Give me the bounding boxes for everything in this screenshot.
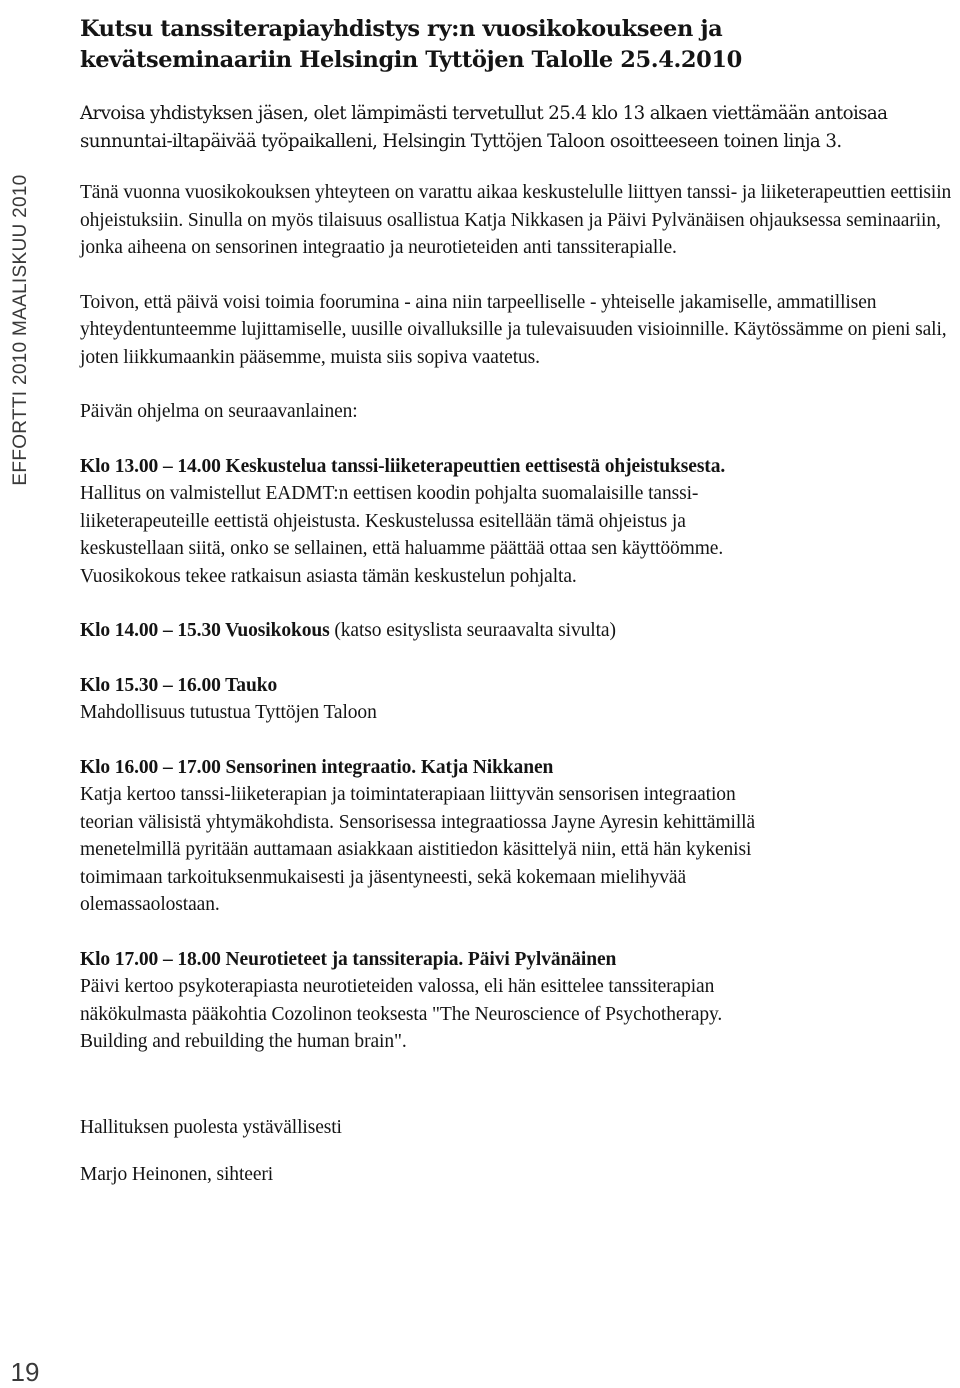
- seminar-paragraph: Tänä vuonna vuosikokouksen yhteyteen on varattu aikaa keskustelulle liittyen tanssi- ja liiketerapeuttien eettisiin ohjeistuksiin. Sinulla on myös tilaisuus osallistua Katja Nikkasen ja Päivi Pylvänäisen ohjauksessa seminaariin, jonka aiheena on sensorinen integraatio ja neurotieteiden anti tanssiterapialle.: [80, 182, 952, 258]
- title-line-1: Kutsu tanssiterapiayhdistys ry:n vuosikokoukseen ja: [80, 16, 723, 42]
- program-item-time-title: Klo 13.00 – 14.00 Keskustelua tanssi-liiketerapeuttien eettisestä ohjeistuksesta.: [80, 455, 726, 477]
- program-item-time-title: Klo 15.30 – 16.00 Tauko: [80, 674, 278, 696]
- program-item-line: teorian välisistä yhtymäkohdista. Sensorisessa integraatiossa Jayne Ayresin kehittämillä: [80, 811, 756, 833]
- program-item-title: [80, 672, 958, 700]
- program-item-line: olemassaolostaan.: [80, 894, 220, 915]
- program-item-line: Hallitus on valmistellut EADMT:n eettisen koodin pohjalta suomalaisille tanssi-: [80, 483, 699, 504]
- program-item-time-title: Klo 14.00 – 15.30 Vuosikokous: [80, 620, 330, 641]
- page-number: 19: [10, 1357, 40, 1387]
- program-item-title: [80, 946, 958, 974]
- program-item-line: näkökulmasta pääkohtia Cozolinon teoksesta "The Neuroscience of Psychotherapy.: [80, 1003, 723, 1025]
- program-item-time-title: Klo 16.00 – 17.00 Sensorinen integraatio. Katja Nikkanen: [80, 756, 554, 778]
- program-item-line: menetelmillä pyritään auttamaan asiakkaan aistitiedon käsittelyä niin, että hän kykenisi: [80, 839, 752, 860]
- document-title: [80, 14, 958, 76]
- program-item-title: [80, 754, 958, 782]
- program-item: [80, 453, 958, 591]
- program-item-line: Vuosikokous tekee ratkaisun asiasta tämän keskustelun pohjalta.: [80, 565, 577, 587]
- program-item-line: Building and rebuilding the human brain".: [80, 1031, 407, 1052]
- title-line-2: kevätseminaariin Helsingin Tyttöjen Talolle 25.4.2010: [80, 47, 742, 73]
- program-item: [80, 754, 958, 919]
- forum-paragraph: Toivon, että päivä voisi toimia foorumina - aina niin tarpeelliselle - yhteiselle jakamiselle, ammatillisen yhteydentunteemme lujittamiselle, uusille oivalluksille ja tulevaisuuden visioinnille. Käytössämme on pieni sali, joten liikkumaankin pääsemme, muista siis sopiva vaatetus.: [80, 291, 947, 368]
- program-item-line: keskustellaan siitä, onko se sellainen, että haluamme päättää ottaa sen käyttöömme.: [80, 538, 724, 559]
- program-item-line: Katja kertoo tanssi-liiketerapian ja toimintaterapiaan liittyvän sensorisen integraation: [80, 784, 736, 805]
- program-item: [80, 946, 958, 1056]
- program-item-title: [80, 617, 958, 645]
- program-item-note: (katso esityslista seuraavalta sivulta): [329, 620, 616, 641]
- document-body: [80, 14, 958, 1189]
- program-list: [80, 453, 958, 1056]
- program-item-line: liiketerapeuteille eettistä ohjeistusta. Keskustelussa esitellään tämä ohjeistus ja: [80, 510, 686, 532]
- signature-text: Marjo Heinonen, sihteeri: [80, 1164, 274, 1185]
- program-item: [80, 617, 958, 645]
- intro-paragraph: Arvoisa yhdistyksen jäsen, olet lämpimästi tervetullut 25.4 klo 13 alkaen viettämään antoisaa sunnuntai-iltapäivää työpaikalleni, Helsingin Tyttöjen Taloon osoitteeseen toinen linja 3.: [80, 103, 888, 152]
- program-item-line: toimimaan tarkoituksenmukaisesti ja jäsentyneesti, sekä kokemaan mielihyvää: [80, 866, 687, 888]
- program-item-line: Mahdollisuus tutustua Tyttöjen Taloon: [80, 702, 377, 723]
- closing-text: Hallituksen puolesta ystävällisesti: [80, 1116, 342, 1138]
- program-intro: Päivän ohjelma on seuraavanlainen:: [80, 401, 358, 422]
- program-item-time-title: Klo 17.00 – 18.00 Neurotieteet ja tanssiterapia. Päivi Pylvänäinen: [80, 948, 617, 970]
- program-item-line: Päivi kertoo psykoterapiasta neurotieteiden valossa, eli hän esittelee tanssiterapian: [80, 976, 715, 997]
- program-item-title: [80, 453, 958, 481]
- side-label: [0, 0, 42, 1320]
- side-label-text: EFFORTTI 2010 MAALISKUU 2010: [10, 174, 31, 486]
- program-item: [80, 672, 958, 727]
